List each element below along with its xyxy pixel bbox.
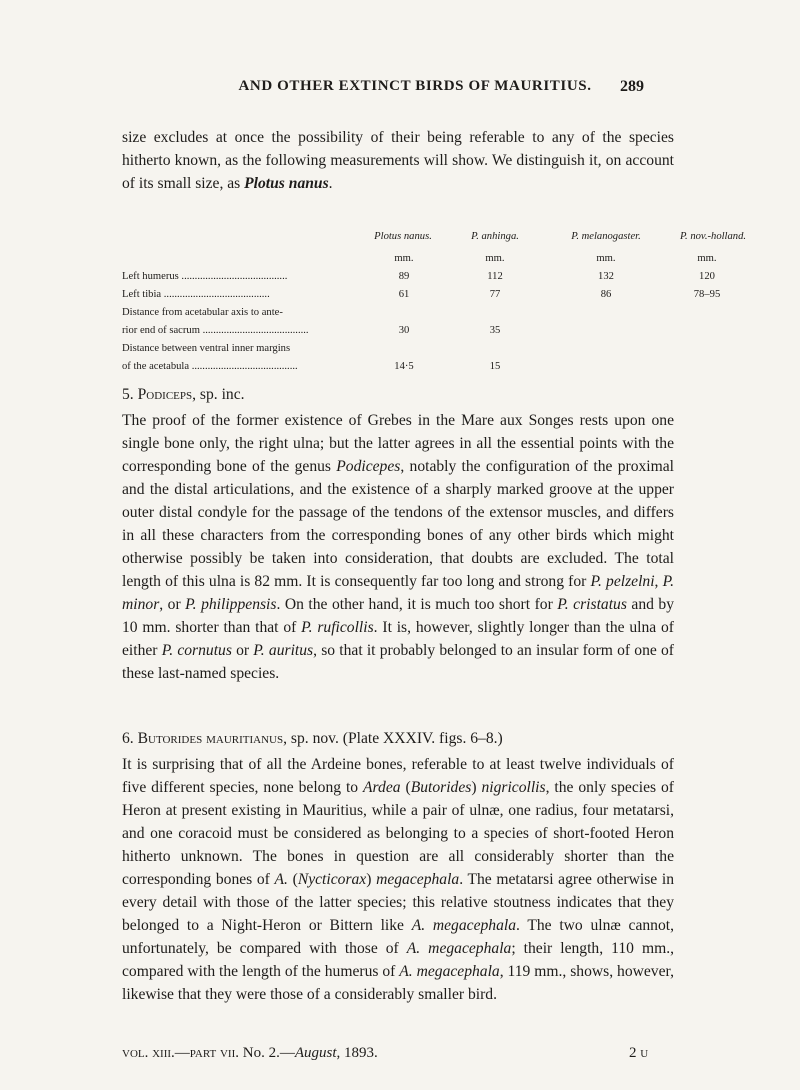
taxon: Butorides [410,779,472,796]
footer-number: No. 2.— [239,1045,295,1061]
text: or [231,642,254,659]
section-genus: Butorides mauritianus [137,730,284,747]
taxon: Podicepes [336,458,401,475]
plate-reference: (Plate XXXIV. figs. 6–8.) [342,730,503,747]
table-header-row [122,231,747,247]
row-label: Distance between ventral inner margins [122,343,291,354]
taxon: P. cornutus [161,642,232,659]
taxon: nigricollis [481,779,546,796]
taxon: P. philippensis [185,596,277,613]
text: ( [400,779,411,796]
unit: mm. [394,253,414,264]
taxon: P. auritus [253,642,314,659]
page-number: 289 [620,78,644,95]
footer-citation [122,1045,378,1062]
row-label: Left tibia ........................................ [122,289,270,300]
footer-month: August [294,1045,337,1061]
footer-year: , 1893. [336,1045,378,1061]
row-label: Distance from acetabular axis to ante- [122,307,283,318]
row-label-text: Left tibia [122,289,162,300]
unit: mm. [596,253,616,264]
text: . The metatarsi agree otherwise in every detail with those of the latter species; this relative stoutness indicates that they belonged to a Night-Heron or Bittern like [122,871,674,934]
table-row [122,271,722,287]
taxon: P. pelzelni [590,573,655,590]
unit: mm. [697,253,717,264]
col-header: P. nov.-holland. [679,231,747,242]
text: . It is, however, slightly longer than the ulna of either [122,619,674,659]
taxon: P. minor [122,573,675,613]
intro-end: . [328,175,333,192]
section-number: 6. [122,730,134,747]
table-row [122,289,722,305]
taxon: Ardea [363,779,401,796]
section-number: 5. [122,386,134,403]
cell: 77 [489,289,501,300]
taxon: P. ruficollis [301,619,374,636]
section-6-paragraph [122,753,674,1006]
page-footer [122,1045,682,1069]
text: , notably the configuration of the proximal and the distal articulations, and the existence of a sharply marked groove at the upper outer distal condyle for the passage of the tendons of the extensor muscles, and differs in all these characters from the corresponding bones of any other birds which might otherwise possibly be taken into consideration, that doubts are excluded. The total length of this ulna is 82 mm. It is consequently far too long and strong for [122,458,675,590]
unit: mm. [485,253,505,264]
cell: 112 [487,271,503,282]
footer-volume: vol. xiii.—part vii. [122,1045,240,1061]
cell: 35 [489,325,501,336]
col-header: P. anhinga. [471,231,519,242]
cell: 78–95 [693,289,721,300]
row-label-text: Left humerus [122,271,179,282]
section-suffix: , sp. inc. [192,386,245,403]
cell: 120 [699,271,715,282]
taxon: A. megacephala [406,940,512,957]
text: , [654,573,663,590]
table-units-row [122,253,722,269]
text: , or [159,596,186,613]
section-5-paragraph [122,409,674,685]
cell: 30 [398,325,410,336]
row-label-text: of the acetabula [122,361,190,372]
text: , 119 mm., shows, however, likewise that they were those of a considerably smaller bird. [122,963,674,1003]
section-genus: Podiceps [137,386,193,403]
row-label: rior end of sacrum ........................................ [122,325,309,336]
text: ) [366,871,377,888]
taxon: megacephala [376,871,460,888]
section-6-heading [122,730,503,748]
table-row [122,325,722,341]
text: . The two ulnæ cannot, unfortunately, be compared with those of [122,917,674,957]
cell: 61 [398,289,410,300]
row-label: of the acetabula ........................................ [122,361,298,372]
taxon: P. cristatus [557,596,627,613]
table-row-label-line [122,343,722,359]
species-name: Plotus nanus [244,175,329,192]
taxon: A. megacephala [399,963,500,980]
row-label-text: rior end of sacrum [122,325,200,336]
text: , so that it probably belonged to an insular form of one of these last-named species. [122,642,674,682]
table-row-label-line [122,307,722,323]
text: The proof of the former existence of Grebes in the Mare aux Songes rests upon one single bone only, the right ulna; but the latter agrees in all the essential points with the corresponding bone of the genus [122,412,674,475]
col-header: P. melanogaster. [571,231,641,242]
taxon: Nycticorax [297,871,367,888]
section-suffix: , sp. nov. [283,730,339,747]
taxon: A. [274,871,288,888]
text: . On the other hand, it is much too short for [276,596,558,613]
cell: 86 [600,289,612,300]
intro-paragraph [122,126,674,195]
text: and by 10 mm. shorter than that of [122,596,675,636]
text: ( [287,871,298,888]
page-header [0,78,800,102]
table-row [122,361,722,377]
cell: 132 [598,271,614,282]
cell: 14·5 [394,361,414,372]
text: , the only species of Heron at present existing in Mauritius, while a pair of ulnæ, one radius, four metatarsi, and one coracoid must be considered as belonging to a species of short-footed Heron hitherto unknown. The bones in question are all considerably shorter than the corresponding bones of [122,779,674,888]
col-header: Plotus nanus. [374,231,432,242]
signature-mark: 2 u [629,1045,649,1061]
text: ; their length, 110 mm., compared with the length of the humerus of [122,940,674,980]
row-label: Left humerus ........................................ [122,271,288,282]
text: It is surprising that of all the Ardeine bones, referable to at least twelve individuals of five different species, none belong to [122,756,674,796]
intro-text: size excludes at once the possibility of their being referable to any of the species hitherto known, as the following measurements will show. We distinguish it, on account of its small size, as [122,129,674,192]
cell: 89 [398,271,410,282]
cell: 15 [489,361,501,372]
taxon: A. megacephala [411,917,517,934]
running-head: AND OTHER EXTINCT BIRDS OF MAURITIUS. [238,78,592,94]
section-5-heading [122,386,245,404]
text: ) [471,779,482,796]
